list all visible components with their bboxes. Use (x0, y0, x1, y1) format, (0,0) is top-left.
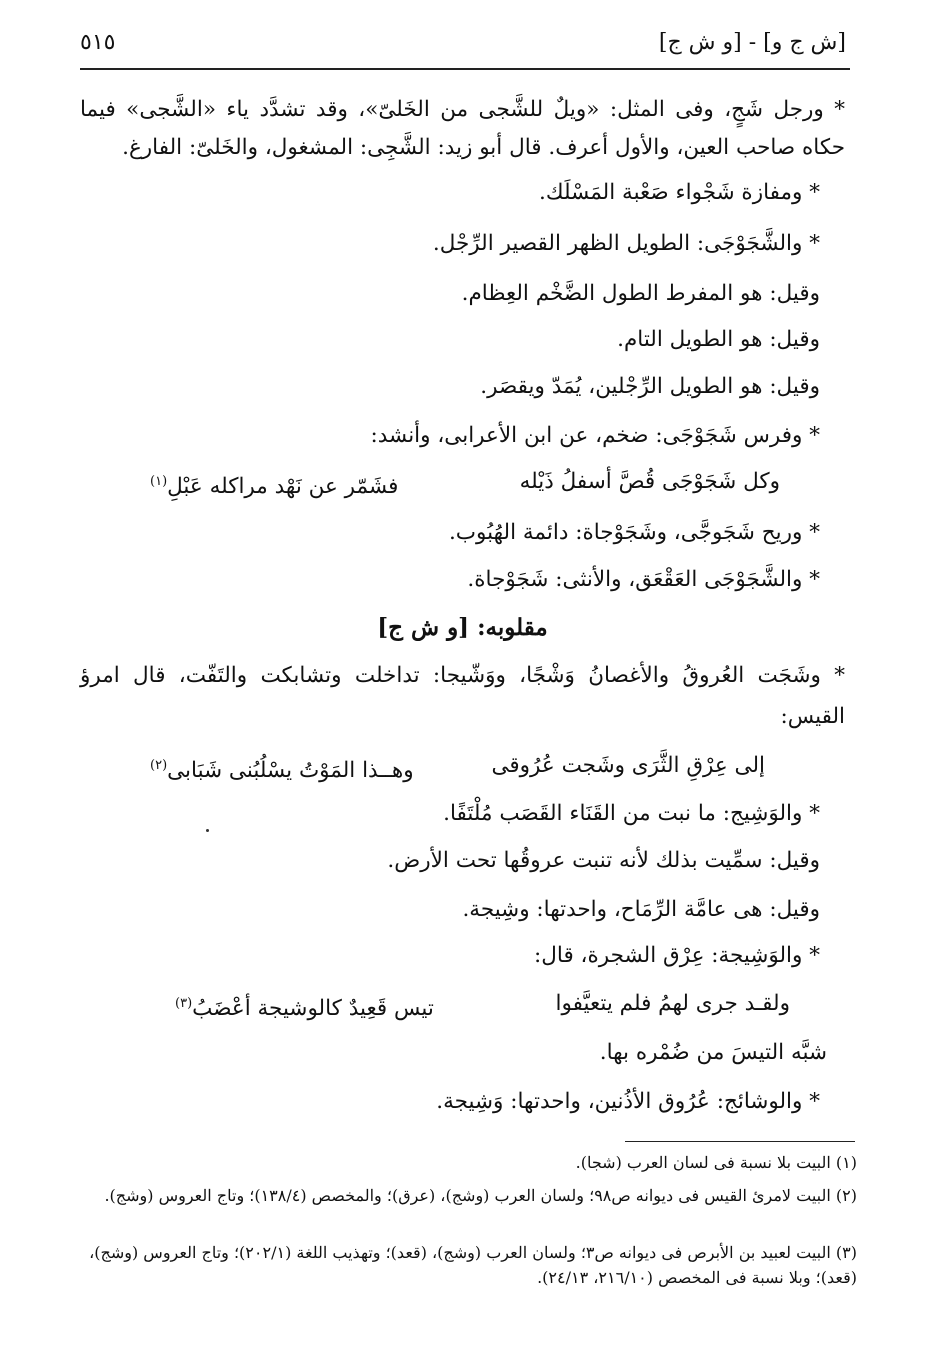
paragraph-line: وقيل: هو الطويل التام. (617, 327, 820, 352)
verse-second-hemistich (175, 988, 434, 1025)
verse-text: فشَمّر عن نَهْد مراكله عَبْلِ (167, 474, 399, 500)
paragraph-line: * ورجل شَجٍ، وفى المثل: «ويلٌ للشَّجى من الخَلىّ»، وقد تشدَّد ياء «الشَّجى» فيما (80, 97, 845, 122)
paragraph-line: وقيل: هو المفرط الطول الضَّخْم العِظام. (461, 281, 820, 306)
verse-first-hemistich: ولقـد جرى لهمُ فلم يتعيَّفوا (555, 991, 790, 1016)
paragraph-line: * والوَشِيج: ما نبت من القَنَاء القَصَب مُلْتَفًا. (443, 801, 820, 826)
paragraph-line: القيس: (780, 704, 845, 729)
section-heading: مقلوبه: [و ش ج] (377, 614, 548, 641)
page-header (80, 24, 850, 70)
paragraph-line: وقيل: هو الطويل الرِّجْلين، يُمَدّ ويقصَر. (480, 374, 820, 399)
verse-second-hemistich (150, 750, 414, 787)
paragraph-line: * وريح شَجَوجَّى، وشَجَوْجاة: دائمة الهُبُوب. (448, 520, 820, 545)
stray-dot (206, 829, 209, 832)
paragraph-line: * والشَّجَوْجَى العَقْعَق، والأنثى: شَجَوْجاة. (467, 567, 820, 592)
root-label: [ش ج و] - [و ش ج] (658, 30, 846, 55)
page-number: ٥١٥ (80, 30, 116, 55)
paragraph-line: * ومفازة شَجْواء صَعْبة المَسْلَك. (539, 180, 820, 205)
paragraph-line: * وشَجَت العُروقُ والأغصانُ وَشْجًا، ووَشّيجا: تداخلت وتشابكت والتَفّت، قال امرؤ (80, 663, 845, 688)
footnote: (١) البيت بلا نسبة فى لسان العرب (شجا). (575, 1153, 857, 1172)
footnote: (٢) البيت لامرئ القيس فى ديوانه ص٩٨؛ ولسان العرب (وشج)، (عرق)؛ والمخصص (١٣٨/٤)؛ وتاج العروس (وشج). (104, 1186, 857, 1205)
verse-first-hemistich: وكل شَجَوْجَى قُصَّ أسفلُ ذَيْله (519, 469, 780, 494)
paragraph-line: * وفرس شَجَوْجَى: ضخم، عن ابن الأعرابى، وأنشد: (370, 423, 820, 448)
footnote-marker: (٣) (175, 996, 193, 1011)
paragraph-line: وقيل: هى عامَّة الرِّمَاح، واحدتها: وشِيجة. (462, 897, 820, 922)
paragraph-line: وقيل: سمِّيت بذلك لأنه تنبت عروقُها تحت الأرض. (387, 848, 820, 873)
footnote-rule (625, 1141, 855, 1142)
verse-text: تيس قَعِيدٌ كالوشيجة أعْضَبُ (192, 996, 434, 1022)
footnote-marker: (٢) (150, 758, 168, 773)
paragraph-line: * والشَّجَوْجَى: الطويل الظهر القصير الرِّجْل. (432, 231, 820, 256)
verse-second-hemistich (150, 466, 398, 503)
verse-first-hemistich: إلى عِرْقِ الثَّرَى وشَجت عُرُوقى (491, 753, 765, 778)
footnote: (٣) البيت لعبيد بن الأبرص فى ديوانه ص٣؛ ولسان العرب (وشج)، (قعد)؛ وتهذيب اللغة (٢٠٢/١)؛ وتاج العروس (وشج)، (قعد)؛ وبلا نسبة فى المخصص (٢١٦/١٠، ٢٤/١٣). (89, 1243, 857, 1287)
paragraph-line: * والوَشِيجة: عِرْق الشجرة، قال: (534, 943, 820, 968)
footnote-marker: (١) (150, 474, 168, 489)
paragraph-line: حكاه صاحب العين، والأول أعرف. قال أبو زيد: الشَّجِى: المشغول، والخَلىّ: الفارغ. (122, 135, 845, 160)
paragraph-line: شبَّه التيسَ من ضُمْره بها. (599, 1040, 827, 1065)
verse-text: وهــذا المَوْتُ يسْلُبُنى شَبَابى (167, 758, 414, 784)
paragraph-line: * والوشائج: عُرُوق الأذُنين، واحدتها: وَشِيجة. (436, 1089, 820, 1114)
